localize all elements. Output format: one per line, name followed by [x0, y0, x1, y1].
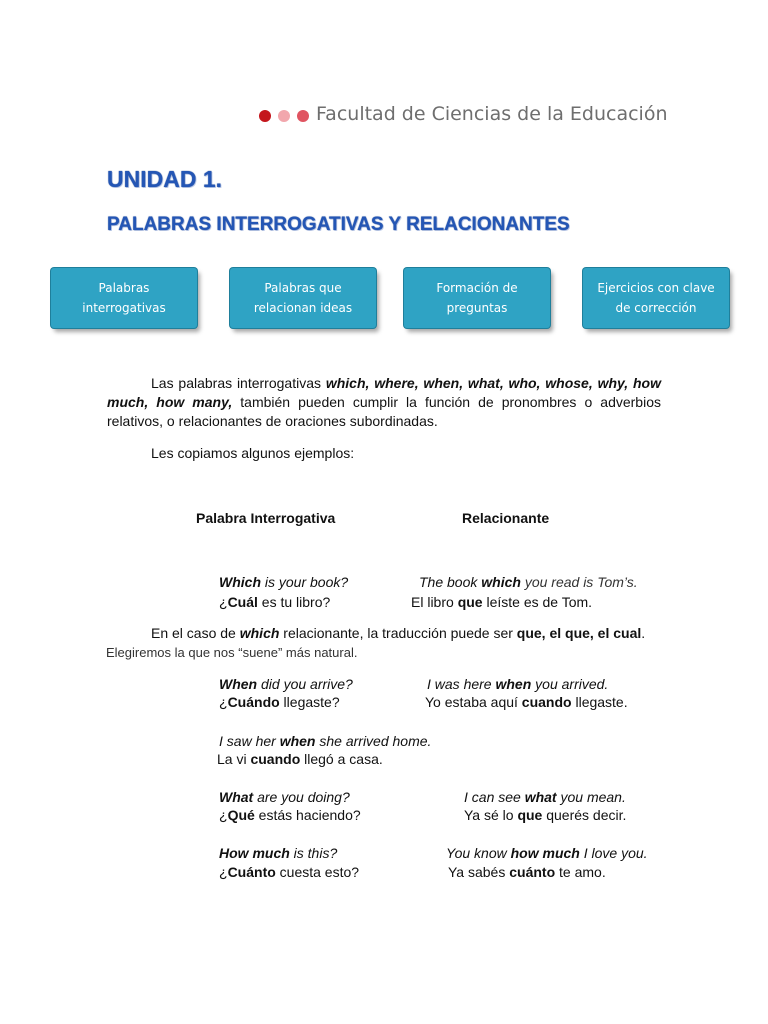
interrogative-words: which, where, when, what, who, whose, why, how much, how many, — [107, 375, 661, 410]
faculty-name: Facultad de Ciencias de la Educación — [316, 103, 668, 125]
nav-label-line2: relacionan ideas — [253, 301, 353, 315]
nav-label-line2: preguntas — [446, 301, 508, 315]
intro-text-2: también pueden cumplir la función de pronombres o adverbios relativos, o relacionantes de oraciones subordinadas. — [107, 394, 661, 429]
intro-text-1: Las palabras interrogativas — [151, 375, 326, 391]
logo-dot-pink — [278, 110, 290, 122]
example-2-question-en: When did you arrive? — [219, 676, 353, 692]
nav-label-line1: Palabras — [98, 281, 150, 295]
example-3-en: I saw her when she arrived home. — [219, 733, 432, 749]
example-1-relative-es: El libro que leíste es de Tom. — [411, 594, 593, 610]
nav-label-line1: Formación de — [436, 281, 518, 295]
example-4-relative-en: I can see what you mean. — [464, 789, 626, 805]
nav-button-ejercicios[interactable] — [583, 268, 729, 328]
unit-title: UNIDAD 1. — [107, 166, 223, 192]
example-3-es: La vi cuando llegó a casa. — [217, 751, 383, 767]
intro-paragraph — [107, 374, 661, 431]
example-2-question-es: ¿Cuándo llegaste? — [219, 694, 340, 710]
column-heading-interrogativa: Palabra Interrogativa — [196, 510, 336, 526]
column-heading-relacionante: Relacionante — [462, 510, 550, 526]
nav-label-line2: interrogativas — [82, 301, 166, 315]
example-2-relative-en: I was here when you arrived. — [427, 676, 609, 692]
example-4-relative-es: Ya sé lo que querés decir. — [464, 807, 627, 823]
which-note: En el caso de which relacionante, la traducción puede ser que, el que, el cual. — [151, 625, 646, 641]
examples-intro: Les copiamos algunos ejemplos: — [151, 445, 355, 461]
nav-label-line1: Palabras que — [264, 281, 342, 295]
logo-dot-red — [259, 110, 271, 122]
example-1-relative-en: The book which you read is Tom’s. — [419, 574, 638, 590]
example-4-question-es: ¿Qué estás haciendo? — [219, 807, 361, 823]
example-2-relative-es: Yo estaba aquí cuando llegaste. — [425, 694, 628, 710]
example-5-relative-es: Ya sabés cuánto te amo. — [448, 864, 606, 880]
section-title: PALABRAS INTERROGATIVAS Y RELACIONANTES — [107, 214, 570, 235]
example-5-question-es: ¿Cuánto cuesta esto? — [219, 864, 360, 880]
nav-label-line1: Ejercicios con clave — [597, 281, 715, 295]
nav-button-formacion-preguntas[interactable] — [404, 268, 550, 328]
example-5-relative-en: You know how much I love you. — [446, 845, 648, 861]
example-4-question-en: What are you doing? — [219, 789, 350, 805]
example-5-question-en: How much is this? — [219, 845, 338, 861]
example-1-question-en: Which is your book? — [219, 574, 349, 590]
example-1-question-es: ¿Cuál es tu libro? — [219, 594, 331, 610]
nav-label-line2: de corrección — [615, 301, 697, 315]
logo-dot-rose — [297, 110, 309, 122]
nav-button-palabras-interrogativas[interactable] — [51, 268, 197, 328]
which-note-line2: Elegiremos la que nos “suene” más natural. — [106, 645, 358, 660]
nav-button-palabras-relacionan[interactable] — [230, 268, 376, 328]
